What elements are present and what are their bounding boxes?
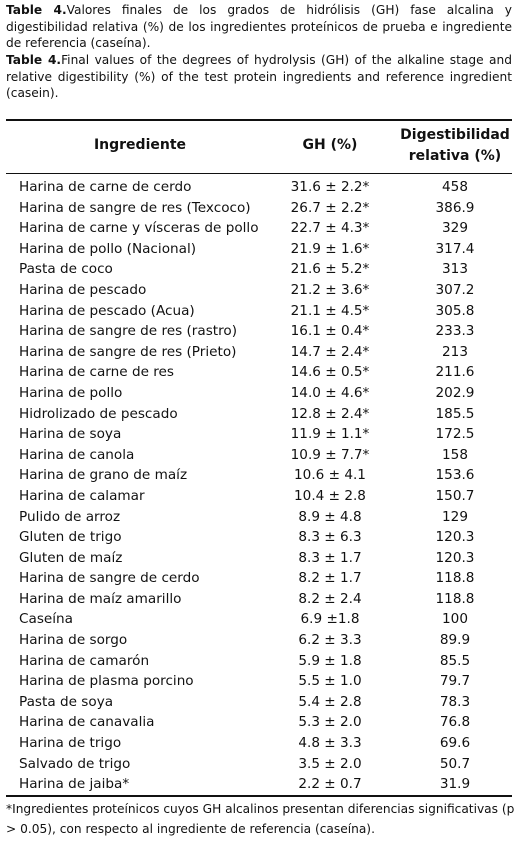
cell-ingredient: Harina de canola — [19, 446, 135, 463]
table-row — [0, 486, 517, 507]
table-row — [0, 280, 517, 301]
cell-ingredient: Pulido de arroz — [19, 508, 121, 525]
table-row — [0, 609, 517, 630]
header-digestibility — [392, 125, 517, 167]
cell-digestibility: 317.4 — [435, 240, 475, 257]
cell-gh: 5.9 ± 1.8 — [298, 652, 362, 669]
cell-digestibility: 313 — [442, 261, 468, 278]
cell-ingredient: Pasta de coco — [19, 261, 113, 278]
cell-digestibility: 305.8 — [435, 302, 475, 319]
caption-text: Final values of the degrees of hydrolysis (GH) of the alkaline stage and relative digestibility (%) of the test protein ingredients and reference ingredient (casein). — [6, 53, 512, 101]
cell-gh: 11.9 ± 1.1* — [290, 426, 370, 443]
cell-digestibility: 120.3 — [435, 549, 475, 566]
cell-gh: 16.1 ± 0.4* — [290, 323, 370, 340]
table-row — [0, 527, 517, 548]
cell-digestibility: 118.8 — [435, 590, 475, 607]
table-row — [0, 651, 517, 672]
cell-ingredient: Harina de trigo — [19, 735, 122, 752]
cell-digestibility: 120.3 — [435, 529, 475, 546]
table-row — [0, 692, 517, 713]
cell-gh: 8.3 ± 6.3 — [298, 529, 362, 546]
cell-gh: 14.6 ± 0.5* — [290, 364, 370, 381]
caption-text: Valores finales de los grados de hidrólisis (GH) fase alcalina y digestibilidad relativa (%) de los ingredientes proteínicos de prueba e ingrediente de referencia (caseína). — [6, 3, 512, 51]
cell-ingredient: Harina de sangre de res (Texcoco) — [19, 199, 251, 216]
cell-gh: 21.6 ± 5.2* — [290, 261, 370, 278]
cell-ingredient: Harina de plasma porcino — [19, 673, 194, 690]
cell-gh: 5.4 ± 2.8 — [298, 693, 362, 710]
cell-digestibility: 150.7 — [435, 487, 475, 504]
cell-gh: 2.2 ± 0.7 — [298, 776, 362, 793]
table-row — [0, 321, 517, 342]
cell-digestibility: 85.5 — [439, 652, 471, 669]
cell-digestibility: 172.5 — [435, 426, 475, 443]
cell-digestibility: 31.9 — [439, 776, 471, 793]
cell-digestibility: 50.7 — [439, 755, 471, 772]
cell-gh: 31.6 ± 2.2* — [290, 179, 370, 195]
cell-ingredient: Harina de sangre de res (rastro) — [19, 323, 238, 340]
cell-digestibility: 185.5 — [435, 405, 475, 422]
cell-gh: 10.9 ± 7.7* — [290, 446, 370, 463]
cell-gh: 8.3 ± 1.7 — [298, 549, 362, 566]
cell-digestibility: 153.6 — [435, 467, 475, 484]
table-row — [0, 465, 517, 486]
table-caption-spanish — [6, 2, 512, 52]
cell-gh: 21.2 ± 3.6* — [290, 281, 370, 298]
cell-ingredient: Harina de pollo — [19, 384, 123, 401]
cell-gh: 6.9 ±1.8 — [300, 611, 360, 628]
cell-digestibility: 458 — [442, 179, 468, 195]
cell-digestibility: 386.9 — [435, 199, 475, 216]
cell-ingredient: Harina de pollo (Nacional) — [19, 240, 197, 257]
table-row — [0, 671, 517, 692]
cell-gh: 8.9 ± 4.8 — [298, 508, 362, 525]
table-row — [0, 198, 517, 219]
table-bottom-rule — [6, 795, 512, 797]
cell-digestibility: 158 — [442, 446, 468, 463]
table-row — [0, 445, 517, 466]
cell-digestibility: 100 — [442, 611, 468, 628]
cell-digestibility: 211.6 — [435, 364, 475, 381]
cell-digestibility: 78.3 — [439, 693, 471, 710]
cell-ingredient: Harina de pescado (Acua) — [19, 302, 195, 319]
cell-gh: 10.4 ± 2.8 — [294, 487, 366, 504]
cell-ingredient: Harina de jaiba* — [19, 776, 130, 793]
cell-digestibility: 202.9 — [435, 384, 475, 401]
cell-gh: 10.6 ± 4.1 — [294, 467, 366, 484]
cell-ingredient: Hidrolizado de pescado — [19, 405, 178, 422]
header-digestibility-line1: Digestibilidad — [400, 127, 510, 143]
cell-ingredient: Harina de calamar — [19, 487, 145, 504]
table-row — [0, 239, 517, 260]
cell-ingredient: Harina de canavalia — [19, 714, 155, 731]
cell-ingredient: Harina de sangre de res (Prieto) — [19, 343, 237, 360]
header-ingredient: Ingrediente — [93, 137, 187, 153]
table-row — [0, 507, 517, 528]
cell-ingredient: Pasta de soya — [19, 693, 114, 710]
cell-digestibility: 79.7 — [439, 673, 471, 690]
table-row — [0, 362, 517, 383]
table-row — [0, 774, 517, 795]
cell-ingredient: Harina de camarón — [19, 652, 150, 669]
cell-gh: 21.9 ± 1.6* — [290, 240, 370, 257]
table-row — [0, 301, 517, 322]
cell-gh: 12.8 ± 2.4* — [290, 405, 370, 422]
header-gh: GH (%) — [302, 137, 358, 153]
cell-digestibility: 69.6 — [439, 735, 471, 752]
table-row — [0, 589, 517, 610]
table-row — [0, 404, 517, 425]
cell-ingredient: Salvado de trigo — [19, 755, 131, 772]
table-top-rule — [6, 119, 512, 121]
table-footnote: *Ingredientes proteínicos cuyos GH alcalinos presentan diferencias significativas (p > 0.05), con respecto al ingrediente de referencia (caseína). — [6, 802, 515, 836]
cell-gh: 6.2 ± 3.3 — [298, 632, 362, 649]
table-row — [0, 218, 517, 239]
cell-ingredient: Harina de sorgo — [19, 632, 128, 649]
cell-digestibility: 233.3 — [435, 323, 475, 340]
cell-digestibility: 329 — [442, 220, 468, 237]
cell-ingredient: Harina de soya — [19, 426, 122, 443]
table-row — [0, 342, 517, 363]
table-row — [0, 630, 517, 651]
cell-ingredient: Gluten de trigo — [19, 529, 122, 546]
cell-ingredient: Harina de carne y vísceras de pollo — [19, 220, 259, 237]
caption-label: Table 4. — [6, 3, 67, 17]
cell-ingredient: Caseína — [19, 611, 73, 628]
table-row — [0, 259, 517, 280]
table-row — [0, 177, 517, 198]
cell-gh: 5.3 ± 2.0 — [298, 714, 362, 731]
table-row — [0, 754, 517, 775]
table-header-rule — [6, 173, 512, 174]
table-row — [0, 712, 517, 733]
cell-digestibility: 129 — [442, 508, 468, 525]
cell-gh: 8.2 ± 1.7 — [298, 570, 362, 587]
cell-gh: 22.7 ± 4.3* — [290, 220, 370, 237]
cell-ingredient: Harina de maíz amarillo — [19, 590, 182, 607]
cell-gh: 14.7 ± 2.4* — [290, 343, 370, 360]
table-row — [0, 548, 517, 569]
cell-gh: 3.5 ± 2.0 — [298, 755, 362, 772]
caption-label: Table 4. — [6, 53, 62, 67]
cell-gh: 14.0 ± 4.6* — [290, 384, 370, 401]
table-body — [0, 177, 517, 795]
table-row — [0, 733, 517, 754]
cell-ingredient: Harina de grano de maíz — [19, 467, 188, 484]
table-row — [0, 424, 517, 445]
cell-digestibility: 307.2 — [435, 281, 475, 298]
table-caption-english — [6, 52, 512, 102]
cell-ingredient: Gluten de maíz — [19, 549, 123, 566]
table-row — [0, 568, 517, 589]
cell-gh: 8.2 ± 2.4 — [298, 590, 362, 607]
table-row — [0, 383, 517, 404]
cell-ingredient: Harina de sangre de cerdo — [19, 570, 200, 587]
cell-gh: 21.1 ± 4.5* — [290, 302, 370, 319]
cell-gh: 26.7 ± 2.2* — [290, 199, 370, 216]
cell-ingredient: Harina de carne de res — [19, 364, 175, 381]
cell-digestibility: 118.8 — [435, 570, 475, 587]
header-digestibility-line2: relativa (%) — [408, 148, 502, 164]
cell-digestibility: 213 — [442, 343, 468, 360]
cell-ingredient: Harina de pescado — [19, 281, 147, 298]
cell-ingredient: Harina de carne de cerdo — [19, 179, 192, 195]
cell-gh: 4.8 ± 3.3 — [298, 735, 362, 752]
cell-gh: 5.5 ± 1.0 — [298, 673, 362, 690]
cell-digestibility: 76.8 — [439, 714, 471, 731]
cell-digestibility: 89.9 — [439, 632, 471, 649]
